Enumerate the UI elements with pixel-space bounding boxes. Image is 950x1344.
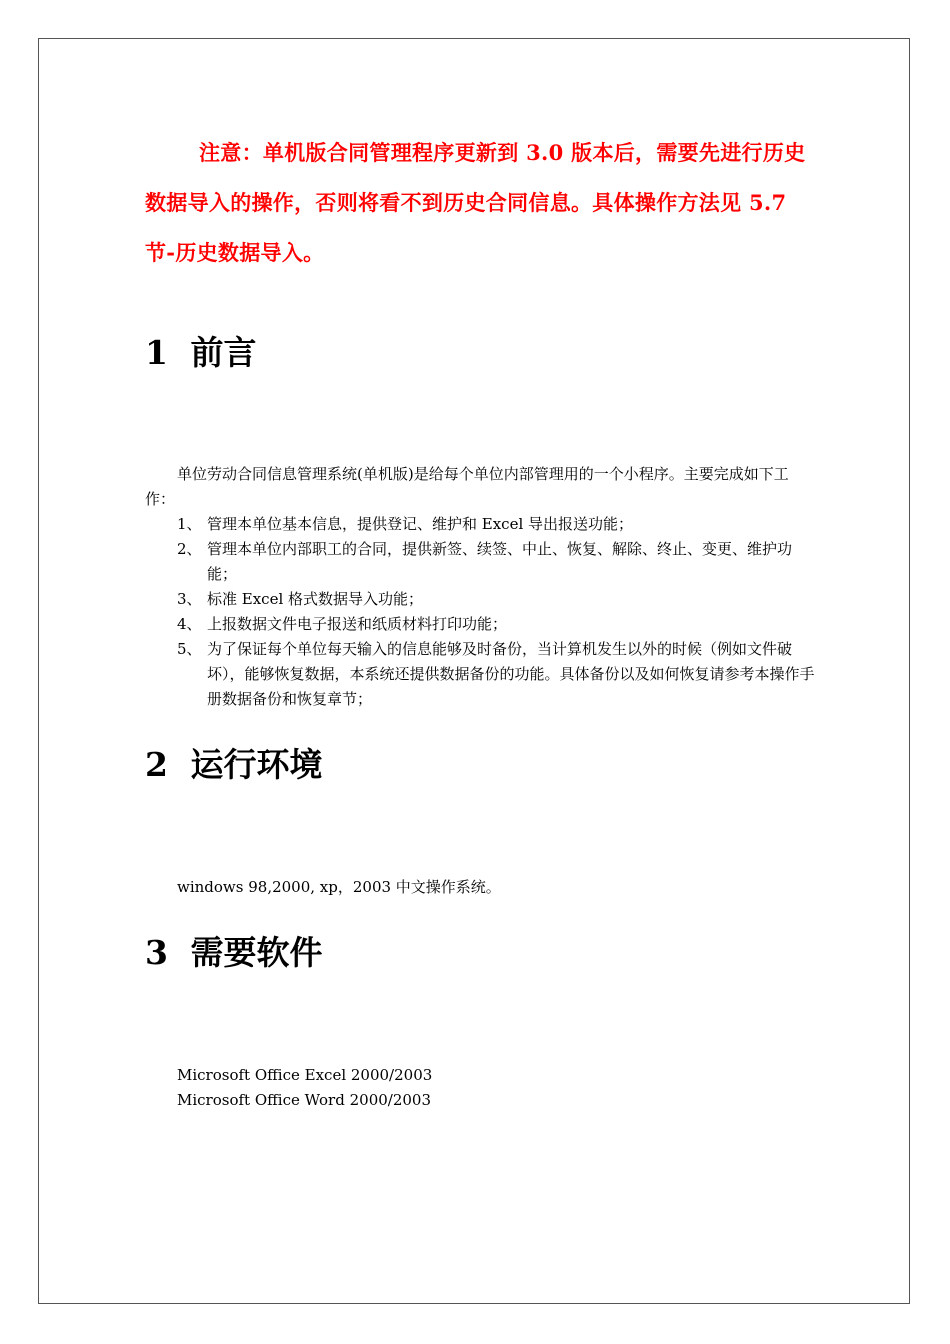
software-item-excel: Microsoft Office Excel 2000/2003 bbox=[177, 1066, 433, 1084]
list-item bbox=[177, 512, 817, 537]
section-title: 前言 bbox=[190, 333, 257, 372]
list-item bbox=[177, 637, 817, 712]
list-index: 1、 bbox=[177, 515, 202, 533]
list-item bbox=[177, 612, 817, 637]
section-number: 2 bbox=[145, 745, 168, 784]
section-heading-software bbox=[145, 933, 323, 973]
list-index: 4、 bbox=[177, 615, 202, 633]
list-text: 为了保证每个单位每天输入的信息能够及时备份，当计算机发生以外的时候（例如文件破坏），能够恢复数据，本系统还提供数据备份的功能。具体备份以及如何恢复请参考本操作手册数据备份和恢复章节； bbox=[207, 640, 815, 708]
list-item bbox=[177, 587, 817, 612]
software-item-word: Microsoft Office Word 2000/2003 bbox=[177, 1091, 432, 1109]
list-index: 5、 bbox=[177, 640, 202, 658]
section-title: 需要软件 bbox=[190, 933, 323, 972]
section-heading-preface bbox=[145, 333, 257, 373]
preface-intro: 单位劳动合同信息管理系统(单机版)是给每个单位内部管理用的一个小程序。主要完成如下工作： bbox=[145, 465, 789, 508]
section-number: 3 bbox=[145, 933, 168, 972]
list-index: 3、 bbox=[177, 590, 202, 608]
list-text: 标准 Excel 格式数据导入功能； bbox=[207, 590, 424, 608]
update-notice: 注意：单机版合同管理程序更新到 3.0 版本后，需要先进行历史数据导入的操作，否则将看不到历史合同信息。具体操作方法见 5.7 节-历史数据导入。 bbox=[145, 140, 806, 265]
feature-list bbox=[177, 512, 817, 712]
list-text: 上报数据文件电子报送和纸质材料打印功能； bbox=[207, 615, 508, 633]
list-text: 管理本单位内部职工的合同，提供新签、续签、中止、恢复、解除、终止、变更、维护功能； bbox=[207, 540, 793, 583]
list-item bbox=[177, 537, 817, 587]
list-text: 管理本单位基本信息，提供登记、维护和 Excel 导出报送功能； bbox=[207, 515, 634, 533]
section-heading-environment bbox=[145, 745, 323, 785]
section-title: 运行环境 bbox=[190, 745, 323, 784]
environment-text: windows 98,2000, xp，2003 中文操作系统。 bbox=[177, 878, 501, 896]
list-index: 2、 bbox=[177, 540, 202, 558]
section-number: 1 bbox=[145, 333, 168, 372]
